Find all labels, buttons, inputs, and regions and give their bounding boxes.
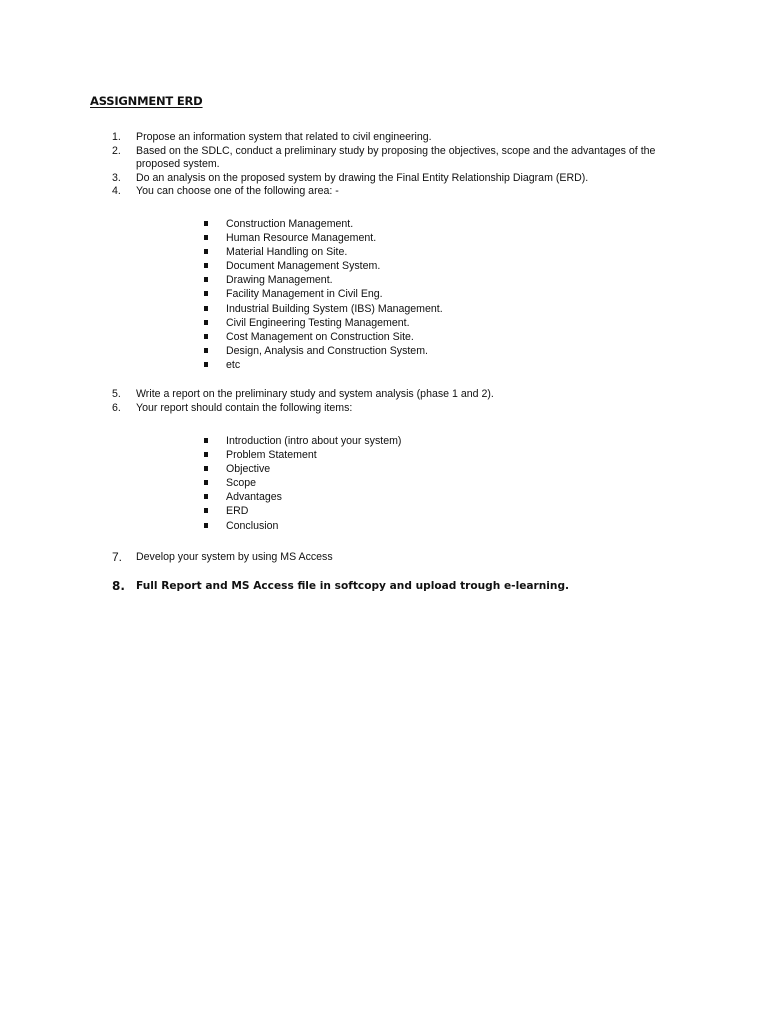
list-item-text: Propose an information system that related to civil engineering. <box>136 131 432 143</box>
bullet-icon <box>204 466 208 471</box>
list-item-8 <box>0 579 676 594</box>
area-option <box>0 344 443 358</box>
list-item-4 <box>0 185 676 199</box>
area-option <box>0 287 443 301</box>
area-option <box>0 273 443 287</box>
area-option-text: Design, Analysis and Construction System. <box>226 344 428 357</box>
list-item-5 <box>0 388 676 402</box>
list-number: 5. <box>112 388 121 400</box>
area-option-text: Drawing Management. <box>226 274 333 287</box>
report-item-text: Conclusion <box>226 519 279 532</box>
report-item-text: ERD <box>226 505 249 518</box>
bullet-icon <box>204 320 208 325</box>
page-title: ASSIGNMENT ERD <box>90 94 203 108</box>
bullet-icon <box>204 362 208 367</box>
list-number: 3. <box>112 171 121 184</box>
list-number: 6. <box>112 401 121 414</box>
list-number: 2. <box>112 144 121 157</box>
report-item-text: Objective <box>226 463 271 476</box>
list-item-3 <box>0 172 676 186</box>
instructions-list-d <box>0 579 676 594</box>
report-items-list <box>0 434 401 533</box>
instructions-list-c <box>0 551 676 565</box>
bullet-icon <box>204 438 208 443</box>
list-item-text: You can choose one of the following area: - <box>136 185 339 198</box>
report-item-text: Scope <box>226 477 257 490</box>
bullet-icon <box>204 452 208 457</box>
report-item <box>0 504 401 518</box>
area-option-text: etc <box>226 358 241 371</box>
list-number: 7. <box>112 550 123 564</box>
area-option-text: Cost Management on Construction Site. <box>226 330 414 343</box>
area-option-text: Human Resource Management. <box>226 232 377 245</box>
list-item-text: Based on the SDLC, conduct a preliminary study by proposing the objectives, scope and the advantages of the proposed system. <box>136 144 656 171</box>
area-option <box>0 316 443 330</box>
bullet-icon <box>204 334 208 339</box>
area-option <box>0 259 443 273</box>
report-item-text: Introduction (intro about your system) <box>226 435 402 447</box>
bullet-icon <box>204 348 208 353</box>
area-option-text: Civil Engineering Testing Management. <box>226 316 410 329</box>
report-item <box>0 476 401 490</box>
area-option <box>0 358 443 372</box>
report-item-text: Advantages <box>226 491 282 504</box>
bullet-icon <box>204 263 208 268</box>
bullet-icon <box>204 508 208 513</box>
bullet-icon <box>204 480 208 485</box>
area-option-text: Document Management System. <box>226 260 381 273</box>
bullet-icon <box>204 221 208 226</box>
bullet-icon <box>204 235 208 240</box>
area-option-text: Construction Management. <box>226 218 354 230</box>
report-item-text: Problem Statement <box>226 449 317 462</box>
instructions-list-b <box>0 388 676 415</box>
instructions-list-a <box>0 131 676 199</box>
report-item <box>0 519 401 533</box>
bullet-icon <box>204 277 208 282</box>
report-item <box>0 434 401 448</box>
bullet-icon <box>204 306 208 311</box>
area-option <box>0 231 443 245</box>
area-option <box>0 302 443 316</box>
list-item-text: Full Report and MS Access file in softcopy and upload trough e-learning. <box>136 580 570 592</box>
area-options-list <box>0 217 443 372</box>
list-number: 4. <box>112 185 121 198</box>
bullet-icon <box>204 249 208 254</box>
list-item-text: Write a report on the preliminary study and system analysis (phase 1 and 2). <box>136 388 494 400</box>
area-option <box>0 330 443 344</box>
area-option <box>0 217 443 231</box>
bullet-icon <box>204 523 208 528</box>
list-number: 1. <box>112 131 121 143</box>
report-item <box>0 490 401 504</box>
list-item-1 <box>0 131 676 145</box>
area-option <box>0 245 443 259</box>
list-item-text: Do an analysis on the proposed system by drawing the Final Entity Relationship Diagram (ERD). <box>136 171 589 184</box>
list-number: 8. <box>112 579 125 593</box>
list-item-text: Develop your system by using MS Access <box>136 551 333 563</box>
list-item-6 <box>0 402 676 416</box>
list-item-2 <box>0 145 676 172</box>
list-item-text: Your report should contain the following items: <box>136 401 353 414</box>
list-item-7 <box>0 551 676 565</box>
area-option-text: Industrial Building System (IBS) Management. <box>226 302 443 315</box>
report-item <box>0 448 401 462</box>
bullet-icon <box>204 291 208 296</box>
area-option-text: Material Handling on Site. <box>226 246 348 259</box>
bullet-icon <box>204 494 208 499</box>
area-option-text: Facility Management in Civil Eng. <box>226 288 383 301</box>
report-item <box>0 462 401 476</box>
